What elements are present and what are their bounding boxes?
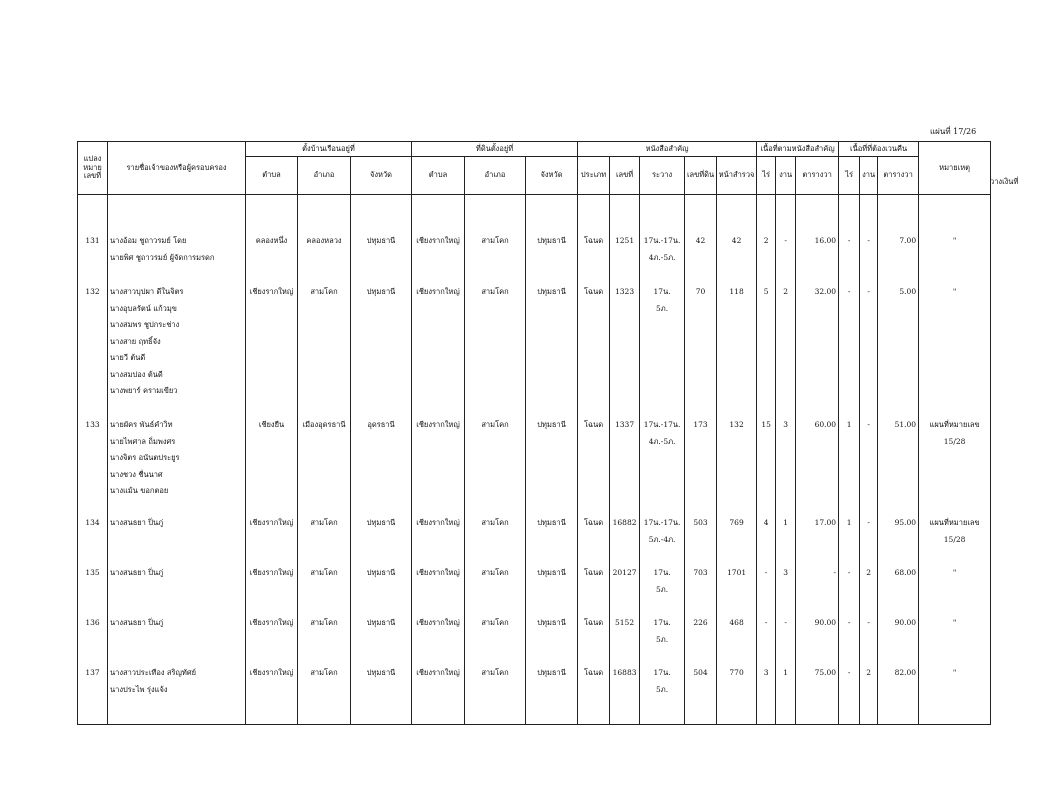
cell-deed-sqwa: 16.00 xyxy=(796,233,839,284)
cell-deed-rai: 4 xyxy=(757,515,776,565)
cell-taken-sqwa: 90.00 xyxy=(878,615,919,665)
cell-taken-ngan: - xyxy=(860,233,878,284)
cell-survey-page: 118 xyxy=(717,284,757,417)
cell-land-subdistrict: เชียงรากใหญ่ xyxy=(412,417,465,515)
table-row xyxy=(78,515,991,565)
cell-deed-sqwa: 17.00 xyxy=(796,515,839,565)
owner-name: นางอุบลรัตน์ แก้วมุข xyxy=(110,303,177,313)
col-house-province: จังหวัด xyxy=(351,157,412,195)
cell-plot-no: 135 xyxy=(78,565,108,615)
cell-taken-sqwa: 68.00 xyxy=(878,565,919,615)
cell-plot-no: 132 xyxy=(78,284,108,417)
cell-deed-number: 16882 xyxy=(610,515,640,565)
cell-house-subdistrict: เชียงรากใหญ่ xyxy=(246,665,298,725)
cell-land-province: ปทุมธานี xyxy=(526,417,578,515)
owner-name: นายไพศาล ถิ่มพงศร xyxy=(110,436,176,446)
cell-deed-type: โฉนด xyxy=(578,284,610,417)
cell-deed-ngan: 3 xyxy=(776,565,796,615)
cell-deed-type: โฉนด xyxy=(578,233,610,284)
remarks-line: 15/28 xyxy=(943,436,966,446)
deed-sheet-line: 17น. xyxy=(653,568,671,577)
deed-sheet-line: 17น.-17น. xyxy=(643,518,681,527)
cell-owner-names xyxy=(108,417,246,515)
cell-deed-sqwa: - xyxy=(796,565,839,615)
cell-deed-type: โฉนด xyxy=(578,417,610,515)
deed-sheet-line: 5ภ. xyxy=(656,684,669,694)
cell-plot-no: 133 xyxy=(78,417,108,515)
cell-taken-rai: - xyxy=(839,615,860,665)
col-land-number: เลขที่ดิน xyxy=(685,157,717,195)
col-owner-names: รายชื่อเจ้าของหรือผู้ครอบครอง xyxy=(108,142,246,195)
cell-remarks xyxy=(919,615,991,665)
remarks-line: แผนที่หมายเลข xyxy=(929,420,980,429)
cell-remarks xyxy=(919,417,991,515)
cell-deed-ngan: 3 xyxy=(776,417,796,515)
deed-sheet-line: 17น. xyxy=(653,618,671,627)
cell-taken-ngan: 2 xyxy=(860,565,878,615)
cell-deed-sheet xyxy=(640,515,685,565)
cell-land-number: 42 xyxy=(685,233,717,284)
col-deed-type: ประเภท xyxy=(578,157,610,195)
cell-land-province: ปทุมธานี xyxy=(526,515,578,565)
cell-deed-ngan: - xyxy=(776,233,796,284)
col-land-district: อำเภอ xyxy=(465,157,526,195)
cell-taken-rai: - xyxy=(839,284,860,417)
cell-remarks xyxy=(919,515,991,565)
deed-sheet-line: 17น.-17น. xyxy=(643,420,681,429)
cell-deed-rai: 5 xyxy=(757,284,776,417)
cell-land-district: สามโคก xyxy=(465,417,526,515)
remarks-line: 15/28 xyxy=(943,534,966,544)
remarks-line: แผนที่หมายเลข xyxy=(929,518,980,527)
remarks-line: " xyxy=(952,568,957,577)
cell-house-province: ปทุมธานี xyxy=(351,233,412,284)
remarks-line: " xyxy=(952,287,957,296)
cell-house-subdistrict: เชียงรากใหญ่ xyxy=(246,565,298,615)
cell-house-subdistrict: เชียงรากใหญ่ xyxy=(246,615,298,665)
cell-land-subdistrict: เชียงรากใหญ่ xyxy=(412,665,465,725)
table-body xyxy=(78,195,991,725)
deed-sheet-line: 5ภ. xyxy=(656,584,669,594)
cell-land-number: 504 xyxy=(685,665,717,725)
cell-land-province: ปทุมธานี xyxy=(526,284,578,417)
owner-name: นางสนธยา ปิ่นภู่ xyxy=(110,518,164,527)
cell-land-number: 226 xyxy=(685,615,717,665)
table-row xyxy=(78,233,991,284)
cell-deed-number: 20127 xyxy=(610,565,640,615)
cell-taken-rai: 1 xyxy=(839,515,860,565)
cell-deed-sheet xyxy=(640,665,685,725)
cell-deed-type: โฉนด xyxy=(578,565,610,615)
cropped-edge-text: วางเงินที่ xyxy=(990,177,1019,186)
cell-deed-number: 1337 xyxy=(610,417,640,515)
cell-deed-ngan: 1 xyxy=(776,665,796,725)
owner-name: นางสาวบุปผา ดีในจิตร xyxy=(110,287,184,296)
cell-deed-sheet xyxy=(640,417,685,515)
owner-name: นางแม้น ขอกตอย xyxy=(110,486,169,495)
col-land-subdistrict: ตำบล xyxy=(412,157,465,195)
cell-taken-sqwa: 51.00 xyxy=(878,417,919,515)
cell-land-district: สามโคก xyxy=(465,233,526,284)
col-taken-sqwa: ตารางวา xyxy=(878,157,919,195)
col-deed-ngan: งาน xyxy=(776,157,796,195)
cell-taken-ngan: - xyxy=(860,284,878,417)
cell-survey-page: 770 xyxy=(717,665,757,725)
owner-name: นางสมพร ชูปกระช่าง xyxy=(110,320,180,329)
cell-taken-rai: 1 xyxy=(839,417,860,515)
owner-name: นางสาวประเทือง สริญทัศย์ xyxy=(110,668,196,677)
cell-deed-rai: 2 xyxy=(757,233,776,284)
cell-house-province: ปทุมธานี xyxy=(351,284,412,417)
cell-deed-ngan: 2 xyxy=(776,284,796,417)
owner-name: นางชวง ชื่นนาศ xyxy=(110,469,163,479)
owner-name: นางสาย ฤทธิ์จัง xyxy=(110,336,161,346)
owner-name: นางประไพ รุ่งแจ้ง xyxy=(110,684,168,694)
table-row xyxy=(78,665,991,725)
cell-deed-rai: - xyxy=(757,565,776,615)
cell-deed-ngan: - xyxy=(776,615,796,665)
col-area-by-deed: เนื้อที่ตามหนังสือสำคัญ xyxy=(757,142,839,157)
cell-land-number: 173 xyxy=(685,417,717,515)
cell-deed-sqwa: 75.00 xyxy=(796,665,839,725)
cell-house-district: สามโคก xyxy=(298,565,351,615)
cell-land-province: ปทุมธานี xyxy=(526,665,578,725)
cell-deed-ngan: 1 xyxy=(776,515,796,565)
cell-house-district: คลองหลวง xyxy=(298,233,351,284)
cell-plot-no: 137 xyxy=(78,665,108,725)
land-register-table xyxy=(77,141,991,725)
col-plot-no: แปลง หมาย เลขที่ xyxy=(78,142,108,195)
owner-name: นายพิศ ชูถาวรมย์ ผู้จัดการมรดก xyxy=(110,252,215,262)
col-title-deed: หนังสือสำคัญ xyxy=(578,142,757,157)
cell-land-subdistrict: เชียงรากใหญ่ xyxy=(412,615,465,665)
cell-deed-sheet xyxy=(640,284,685,417)
cell-survey-page: 1701 xyxy=(717,565,757,615)
col-deed-number: เลขที่ xyxy=(610,157,640,195)
cell-land-province: ปทุมธานี xyxy=(526,233,578,284)
table-row xyxy=(78,615,991,665)
cell-deed-rai: 3 xyxy=(757,665,776,725)
col-deed-rai: ไร่ xyxy=(757,157,776,195)
col-house-district: อำเภอ xyxy=(298,157,351,195)
cell-land-district: สามโคก xyxy=(465,284,526,417)
cell-house-province: ปทุมธานี xyxy=(351,515,412,565)
cell-deed-number: 1323 xyxy=(610,284,640,417)
cell-taken-ngan: - xyxy=(860,417,878,515)
deed-sheet-line: 5ภ. xyxy=(656,634,669,644)
cell-taken-rai: - xyxy=(839,665,860,725)
cell-house-province: อุดรธานี xyxy=(351,417,412,515)
owner-name: นางจิตร อนันตประยูร xyxy=(110,453,180,462)
cell-owner-names xyxy=(108,284,246,417)
cell-land-subdistrict: เชียงรากใหญ่ xyxy=(412,284,465,417)
owner-name: นายวี ต้นดี xyxy=(110,353,146,362)
cell-owner-names xyxy=(108,233,246,284)
owner-name: นางพยาร์ ครามเขียว xyxy=(110,386,178,395)
cell-remarks xyxy=(919,665,991,725)
cell-land-district: สามโคก xyxy=(465,665,526,725)
cell-deed-type: โฉนด xyxy=(578,665,610,725)
cell-owner-names xyxy=(108,515,246,565)
cell-taken-ngan: 2 xyxy=(860,665,878,725)
cell-owner-names xyxy=(108,615,246,665)
cell-deed-sqwa: 32.00 xyxy=(796,284,839,417)
cell-deed-sqwa: 90.00 xyxy=(796,615,839,665)
table-header xyxy=(78,142,991,195)
table-row xyxy=(78,417,991,515)
top-spacer-row xyxy=(78,195,991,234)
cell-plot-no: 134 xyxy=(78,515,108,565)
table-row xyxy=(78,284,991,417)
cell-taken-sqwa: 7.00 xyxy=(878,233,919,284)
cell-land-province: ปทุมธานี xyxy=(526,565,578,615)
cell-taken-ngan: - xyxy=(860,615,878,665)
col-house-location: ตั้งบ้านเรือนอยู่ที่ xyxy=(246,142,412,157)
cell-taken-rai: - xyxy=(839,233,860,284)
cell-taken-sqwa: 95.00 xyxy=(878,515,919,565)
remarks-line: " xyxy=(952,618,957,627)
cell-taken-sqwa: 5.00 xyxy=(878,284,919,417)
cell-land-province: ปทุมธานี xyxy=(526,615,578,665)
cell-house-district: สามโคก xyxy=(298,284,351,417)
cell-house-subdistrict: เชียงยืน xyxy=(246,417,298,515)
col-land-province: จังหวัด xyxy=(526,157,578,195)
col-land-location: ที่ดินตั้งอยู่ที่ xyxy=(412,142,578,157)
cell-remarks xyxy=(919,233,991,284)
col-survey-page: หน้าสำรวจ xyxy=(717,157,757,195)
deed-sheet-line: 4ภ.-5ภ. xyxy=(648,436,676,446)
cell-house-province: ปทุมธานี xyxy=(351,665,412,725)
deed-sheet-line: 5ภ.-4ภ. xyxy=(648,534,676,544)
col-area-taken: เนื้อที่ที่ต้องเวนคืน xyxy=(839,142,919,157)
cell-land-subdistrict: เชียงรากใหญ่ xyxy=(412,565,465,615)
col-house-subdistrict: ตำบล xyxy=(246,157,298,195)
table-row xyxy=(78,565,991,615)
cell-house-subdistrict: คลองหนึ่ง xyxy=(246,233,298,284)
cell-house-subdistrict: เชียงรากใหญ่ xyxy=(246,284,298,417)
col-taken-ngan: งาน xyxy=(860,157,878,195)
deed-sheet-line: 17น. xyxy=(653,287,671,296)
cell-house-district: สามโคก xyxy=(298,615,351,665)
owner-name: นางสนธยา ปิ่นภู่ xyxy=(110,618,164,627)
cell-survey-page: 42 xyxy=(717,233,757,284)
col-taken-rai: ไร่ xyxy=(839,157,860,195)
col-remarks: หมายเหตุ xyxy=(919,142,991,195)
cell-land-subdistrict: เชียงรากใหญ่ xyxy=(412,233,465,284)
cell-land-number: 503 xyxy=(685,515,717,565)
cell-deed-rai: - xyxy=(757,615,776,665)
cell-deed-sheet xyxy=(640,615,685,665)
cell-deed-sheet xyxy=(640,233,685,284)
cell-deed-number: 5152 xyxy=(610,615,640,665)
cell-land-subdistrict: เชียงรากใหญ่ xyxy=(412,515,465,565)
cell-owner-names xyxy=(108,565,246,615)
cell-house-province: ปทุมธานี xyxy=(351,615,412,665)
deed-sheet-line: 17น. xyxy=(653,668,671,677)
cell-deed-type: โฉนด xyxy=(578,515,610,565)
cell-house-district: สามโคก xyxy=(298,515,351,565)
cell-survey-page: 468 xyxy=(717,615,757,665)
cell-deed-sheet xyxy=(640,565,685,615)
owner-name: นายผัคร พันธ์คำวิท xyxy=(110,420,173,429)
cell-deed-rai: 15 xyxy=(757,417,776,515)
cell-remarks xyxy=(919,565,991,615)
cell-house-province: ปทุมธานี xyxy=(351,565,412,615)
cell-survey-page: 769 xyxy=(717,515,757,565)
cell-taken-ngan: - xyxy=(860,515,878,565)
cell-house-district: สามโคก xyxy=(298,665,351,725)
cell-house-subdistrict: เชียงรากใหญ่ xyxy=(246,515,298,565)
cell-taken-rai: - xyxy=(839,565,860,615)
remarks-line: " xyxy=(952,668,957,677)
cell-owner-names xyxy=(108,665,246,725)
cell-taken-sqwa: 82.00 xyxy=(878,665,919,725)
cell-deed-number: 1251 xyxy=(610,233,640,284)
cell-land-district: สามโคก xyxy=(465,565,526,615)
owner-name: นางสนธยา ปิ่นภู่ xyxy=(110,568,164,577)
deed-sheet-line: 4ภ.-5ภ. xyxy=(648,252,676,262)
cell-house-district: เมืองอุดรธานี xyxy=(298,417,351,515)
deed-sheet-line: 17น.-17น. xyxy=(643,236,681,245)
remarks-line: " xyxy=(952,236,957,245)
cell-deed-sqwa: 60.00 xyxy=(796,417,839,515)
cell-land-number: 703 xyxy=(685,565,717,615)
cell-land-district: สามโคก xyxy=(465,515,526,565)
page-number: แผ่นที่ 17/26 xyxy=(930,127,977,136)
cell-deed-number: 16883 xyxy=(610,665,640,725)
owner-name: นางสมปอง ต้นดี xyxy=(110,369,163,379)
cell-survey-page: 132 xyxy=(717,417,757,515)
cell-plot-no: 136 xyxy=(78,615,108,665)
cell-deed-type: โฉนด xyxy=(578,615,610,665)
cell-land-district: สามโคก xyxy=(465,615,526,665)
deed-sheet-line: 5ภ. xyxy=(656,303,669,313)
col-deed-sqwa: ตารางวา xyxy=(796,157,839,195)
owner-name: นางอ้อม ชูถาวรมย์ โดย xyxy=(110,236,187,245)
cell-plot-no: 131 xyxy=(78,233,108,284)
cell-land-number: 70 xyxy=(685,284,717,417)
cell-remarks xyxy=(919,284,991,417)
col-deed-sheet: ระวาง xyxy=(640,157,685,195)
